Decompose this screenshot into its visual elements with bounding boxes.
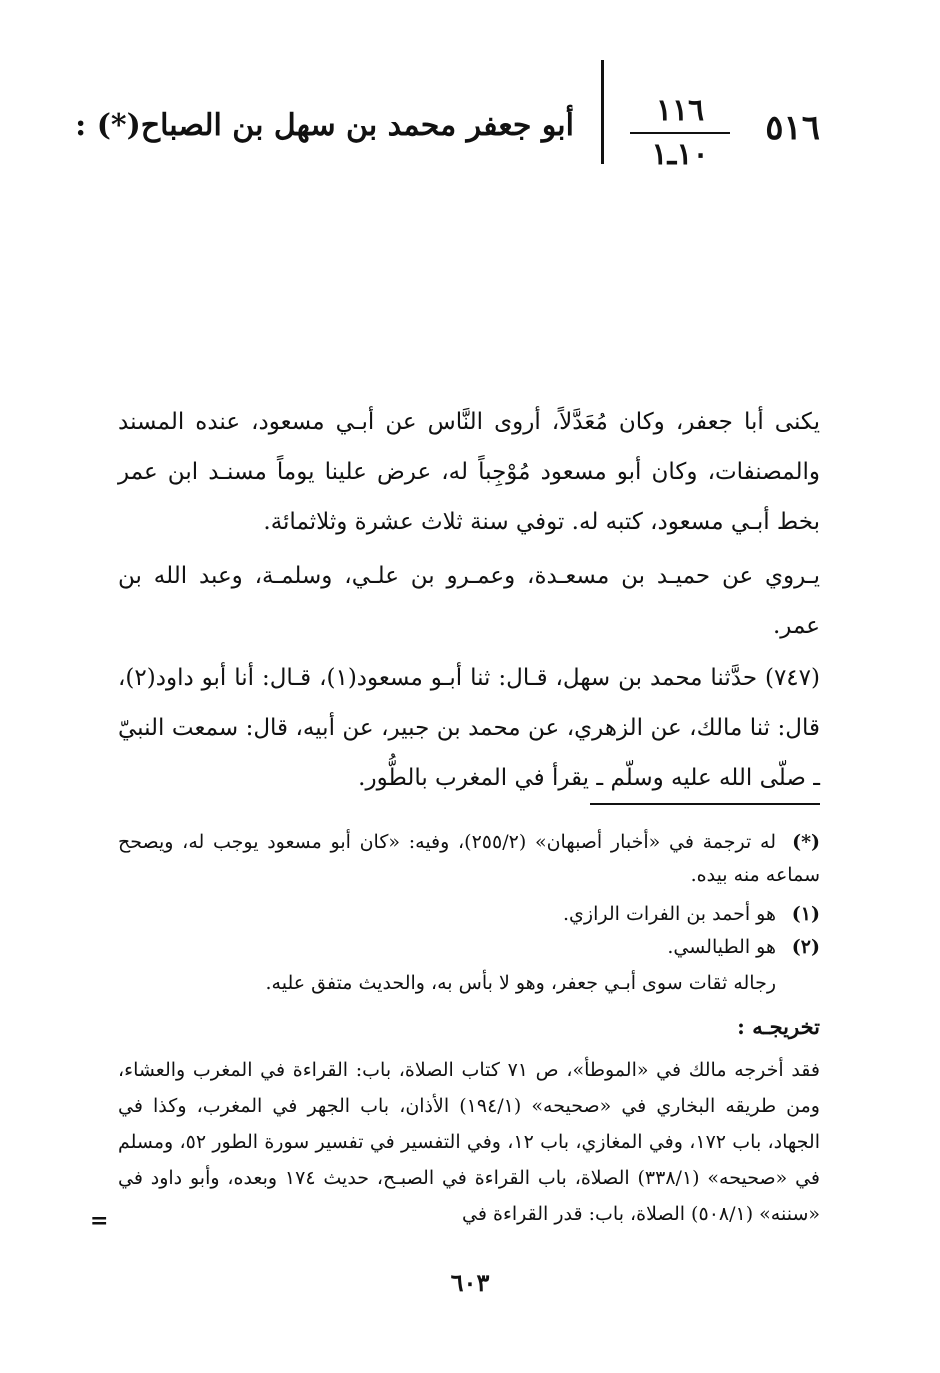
footnote-2-text: هو الطيالسي. (667, 936, 776, 958)
footnote-2 (118, 931, 820, 964)
hadith-paragraph: (٧٤٧) حدَّثنا محمد بن سهل، قـال: ثنا أبـو مسعود(١)، قـال: أنا أبو داود(٢)، قال: ثنا مالك، عن الزهري، عن محمد بن جبير، عن أبيه، قال: سمعت النبيّ ـ صلّى الله عليه وسلّم ـ يقرأ في المغرب بالطُّور. (118, 665, 820, 791)
fraction-numerator: ١١٦ (655, 93, 705, 128)
fraction-bar (630, 132, 730, 134)
entry-title: أبو جعفر محمد بن سهل بن الصباح(*) : (75, 108, 574, 143)
fraction-denominator: ١٠ـ١ (651, 137, 709, 172)
footnote-1-text: هو أحمد بن الفرات الرازي. (563, 903, 776, 925)
narrators-paragraph: يـروي عن حميـد بن مسعـدة، وعمـرو بن علـي، وسلمـة، وعبد الله بن عمر. (118, 563, 820, 639)
footnote-star-mark: (*) (792, 831, 820, 853)
footnote-1 (118, 898, 820, 931)
takhrij-heading: تخريجـه : (737, 1014, 820, 1039)
continuation-mark: = (90, 1208, 109, 1234)
footnote-1-mark: (١) (791, 903, 820, 925)
footnote-2-mark: (٢) (791, 936, 820, 958)
footnote-star (118, 826, 820, 892)
header-vertical-rule (601, 60, 604, 164)
footnote-star-text: له ترجمة في «أخبار أصبهان» (٢٥٥/٢)، وفيه: «كان أبو مسعود يوجب له، ويصحح سماعه منه بيده. (118, 831, 820, 886)
page-number: ٦٠٣ (450, 1268, 490, 1297)
biography-paragraph: يكنى أبا جعفر، وكان مُعَدَّلاً، أروى النَّاس عن أبـي مسعود، عنده المسند والمصنفات، وكان أبو مسعود مُوْجِباً له، عرض علينا يوماً مسنـد ابن عمر بخط أبـي مسعود، كتبه له. توفي سنة ثلاث عشرة وثلاثمائة. (118, 409, 820, 535)
footnote-grading-note: رجاله ثقات سوى أبـي جعفر، وهو لا بأس به، والحديث متفق عليه. (265, 972, 776, 994)
footnote-separator (590, 803, 820, 805)
takhrij-text: فقد أخرجه مالك في «الموطأ»، ص ٧١ كتاب الصلاة، باب: القراءة في المغرب والعشاء، ومن طريقه البخاري في «صحيحه» (١٩٤/١) الأذان، باب الجهر في المغرب، وكذا في الجهاد، باب ١٧٢، وفي المغازي، باب ١٢، وفي التفسير في تفسير سورة الطور ٥٢، ومسلم في «صحيحه» (٣٣٨/١) الصلاة، باب القراءة في الصبـح، حديث ١٧٤ وبعده، وأبو داود في «سننه» (٥٠٨/١) الصلاة، باب: قدر القراءة في (118, 1059, 820, 1225)
entry-fraction (630, 92, 730, 174)
entry-number: ٥١٦ (765, 108, 820, 148)
